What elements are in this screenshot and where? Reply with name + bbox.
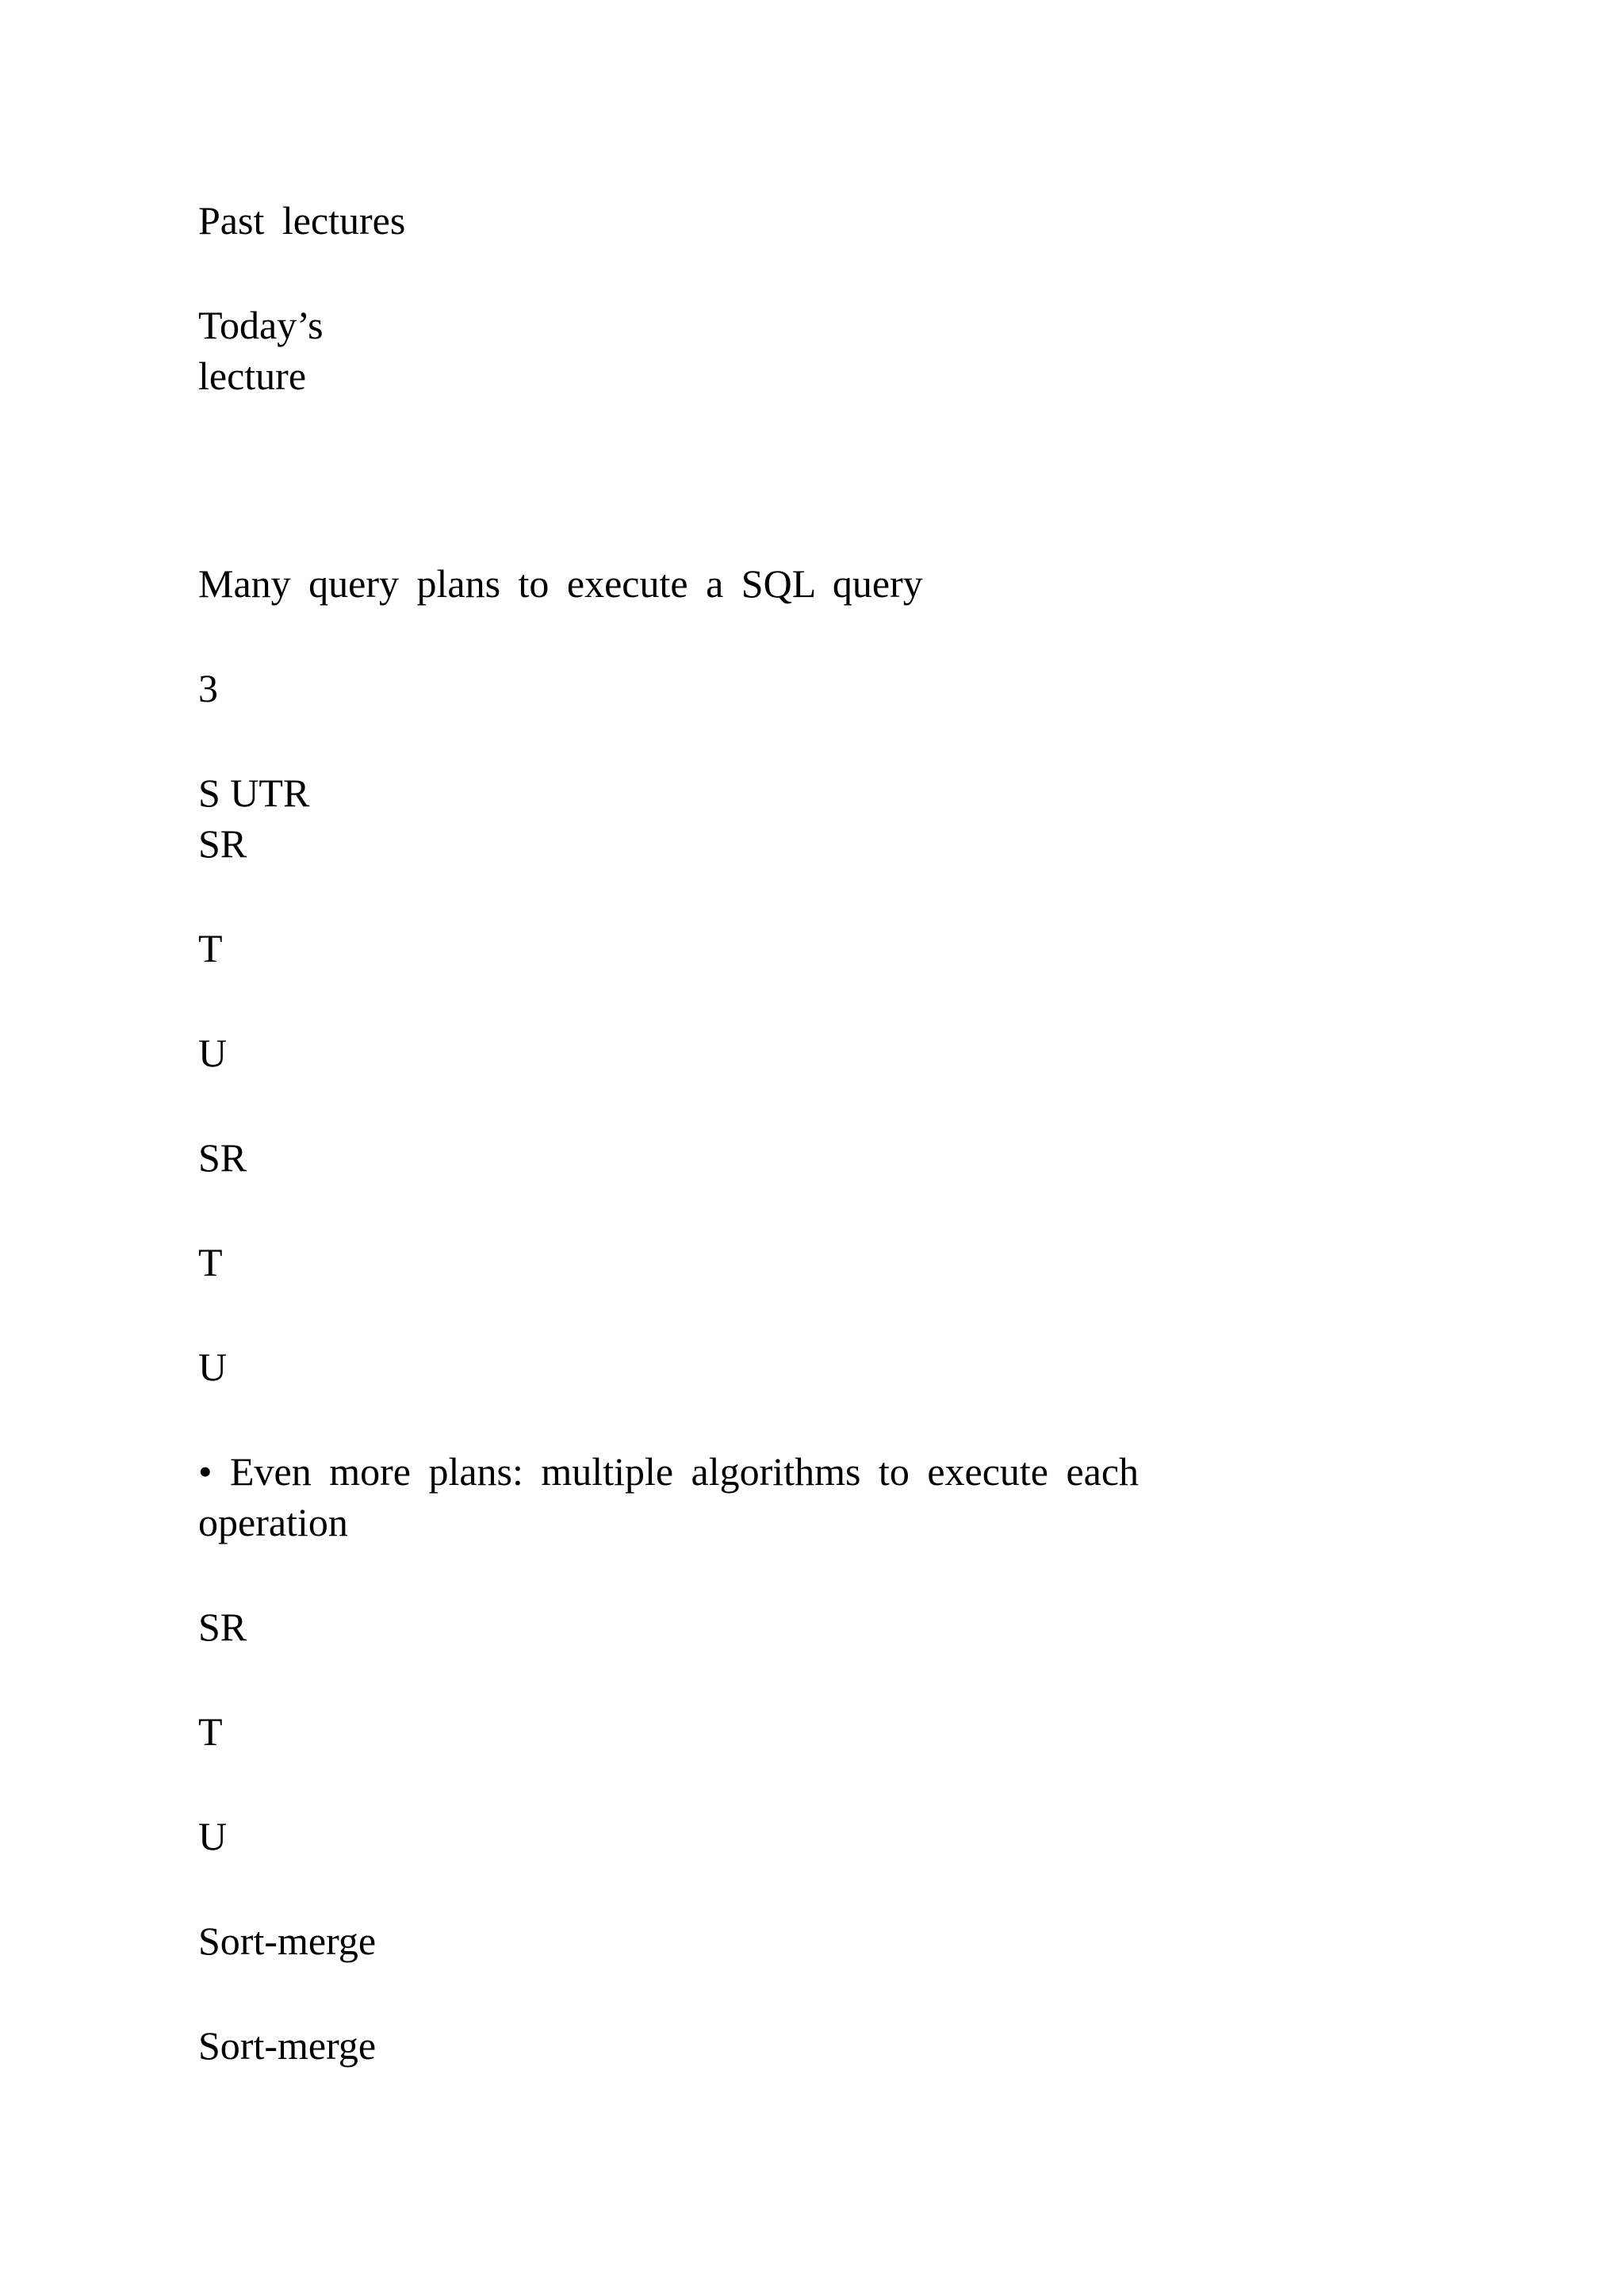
relation-label: T — [198, 926, 223, 970]
sort-merge-label: Sort-merge — [198, 2023, 377, 2068]
relation-label: S UTR — [198, 771, 310, 815]
relation-label: SR — [198, 1135, 247, 1180]
relation-label: U — [198, 1814, 228, 1858]
todays-label-line-1: Today’s — [198, 303, 324, 347]
relation-label: T — [198, 1709, 223, 1754]
page-number: 3 — [198, 666, 218, 710]
relation-label: U — [198, 1345, 228, 1389]
relation-label: SR — [198, 821, 247, 866]
query-plans-heading: Many query plans to execute a SQL query — [198, 561, 923, 606]
relation-label: U — [198, 1031, 228, 1075]
bullet-even-more-plans: • Even more plans: multiple algorithms to execute each — [198, 1449, 1139, 1494]
relation-label: T — [198, 1240, 223, 1284]
relation-label: SR — [198, 1605, 247, 1649]
sort-merge-label: Sort-merge — [198, 1919, 377, 1963]
past-lectures-label: Past lectures — [198, 198, 406, 243]
todays-label-line-2: lecture — [198, 354, 307, 398]
bullet-even-more-plans-continued: operation — [198, 1500, 348, 1544]
